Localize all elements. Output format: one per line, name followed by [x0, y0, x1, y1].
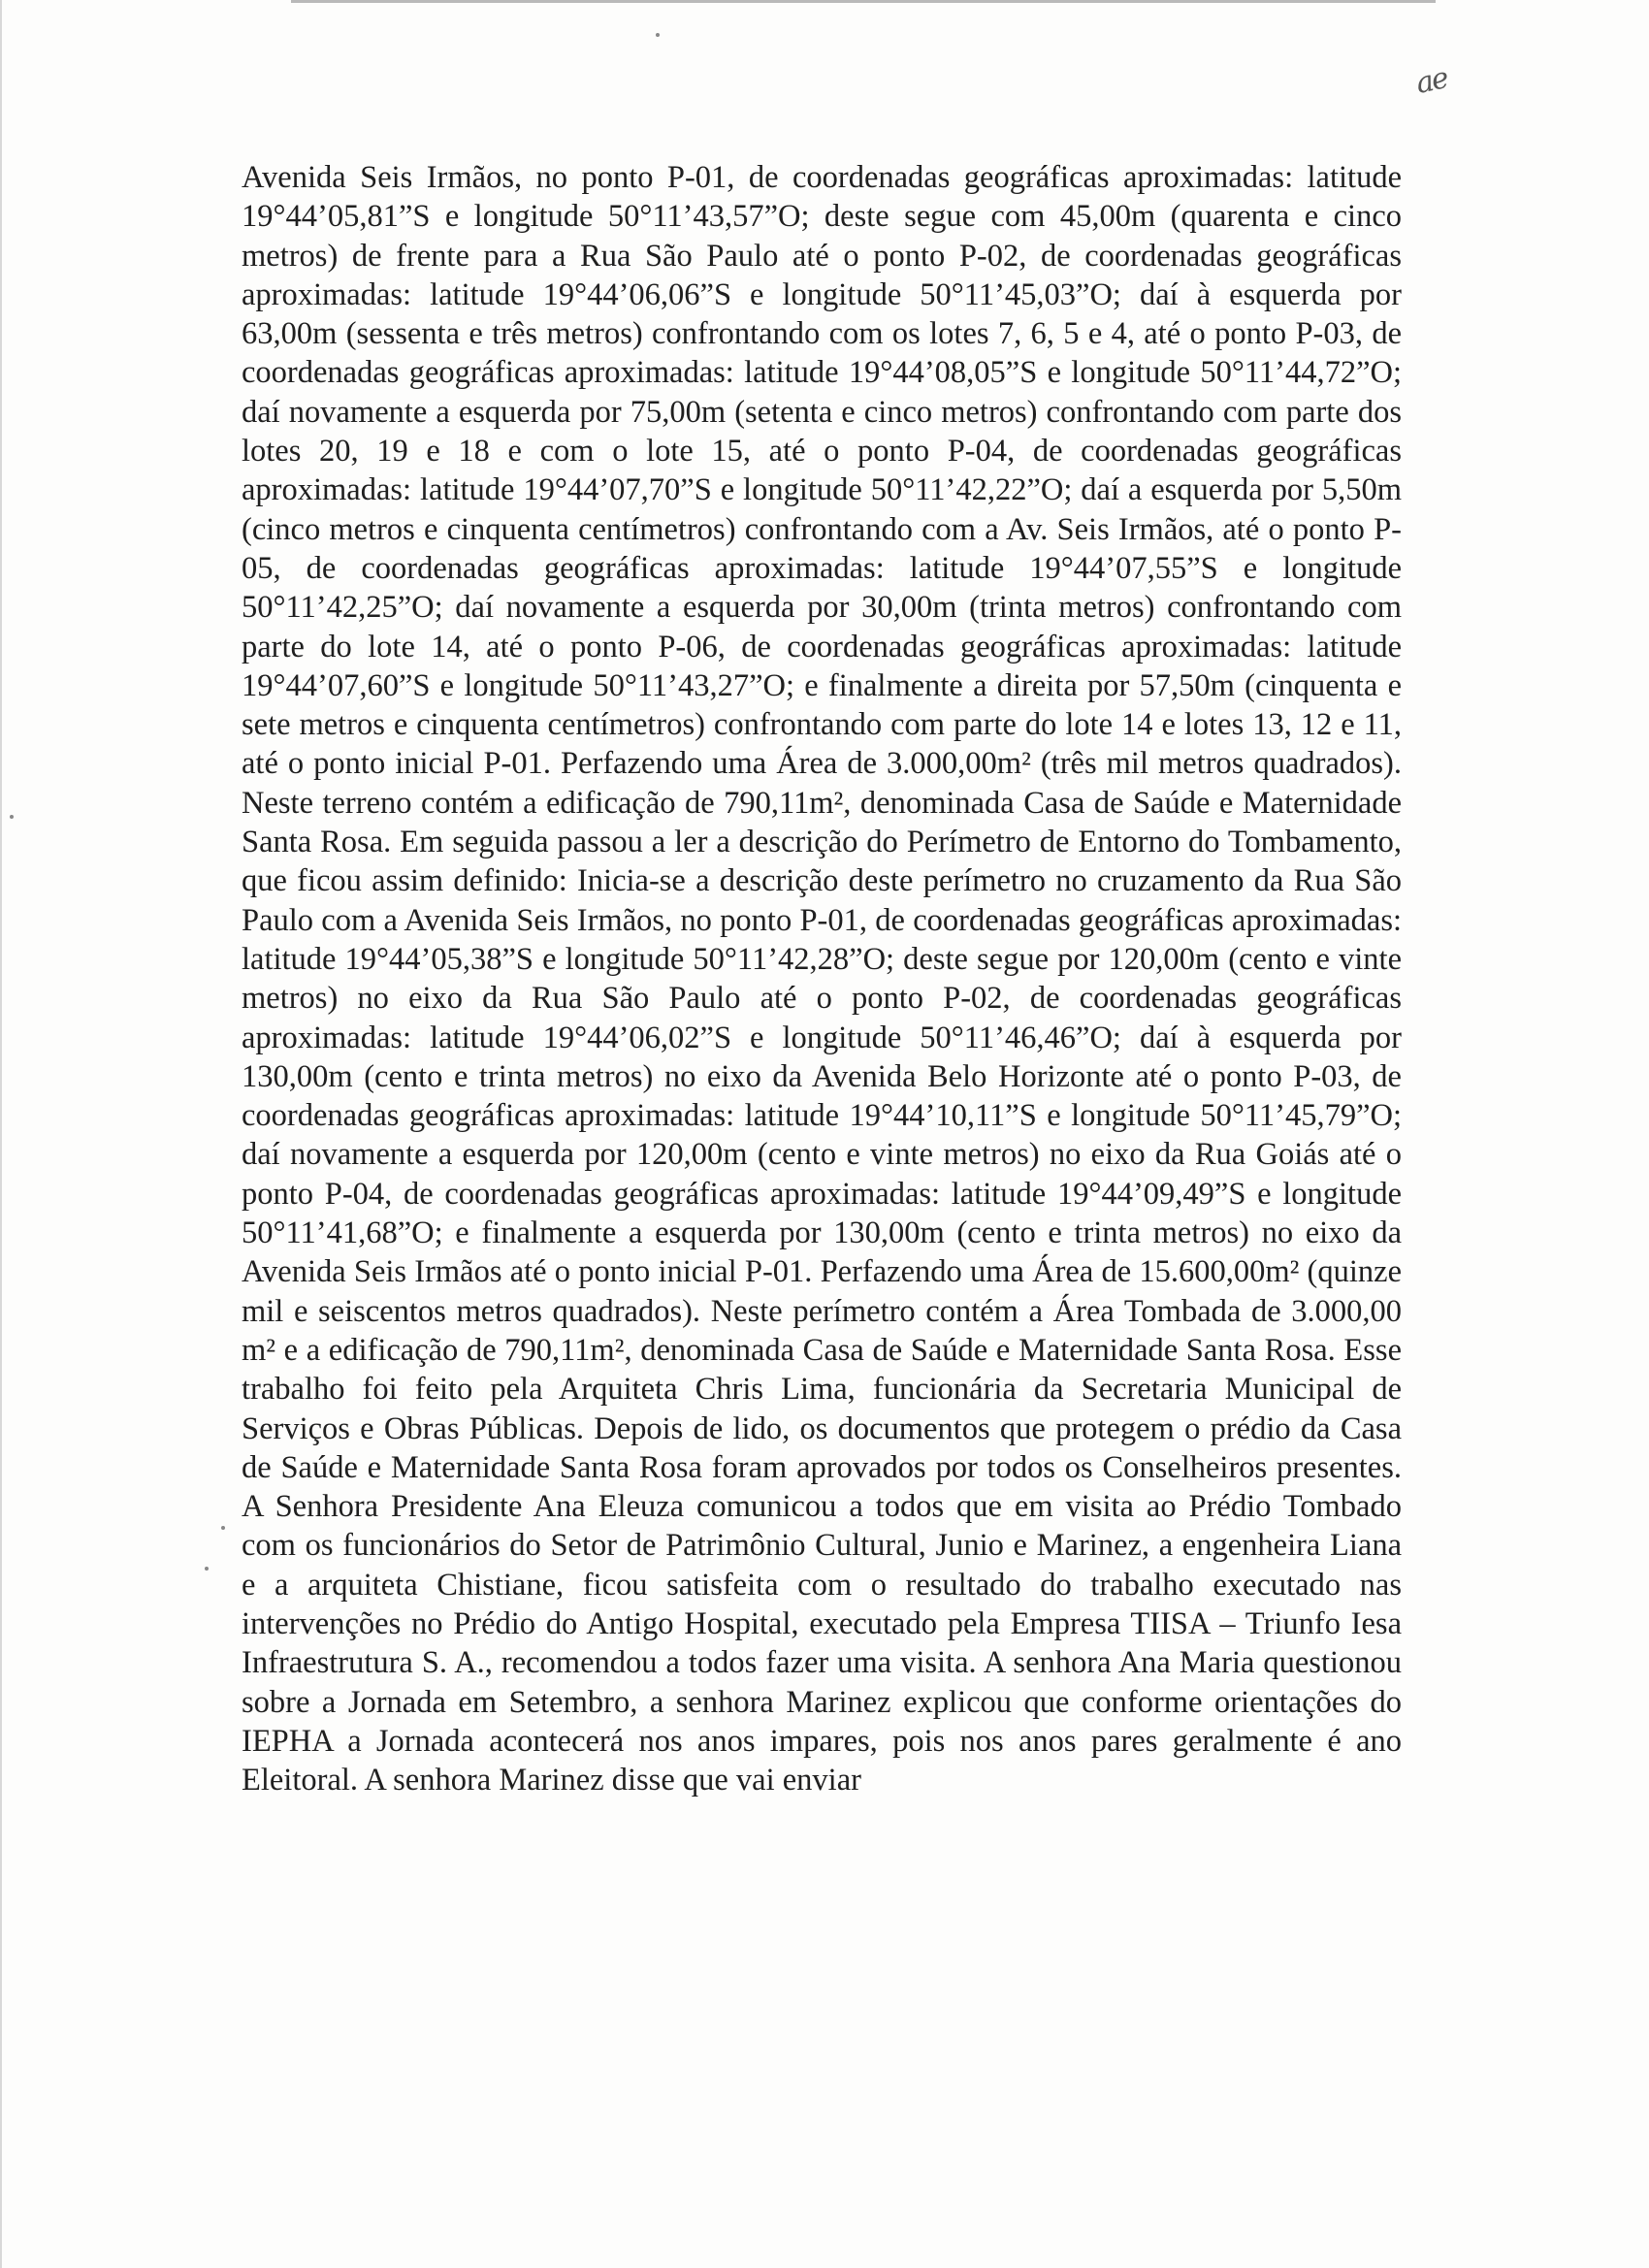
scan-left-edge [0, 0, 2, 2268]
scan-speck [221, 1526, 225, 1530]
handwritten-initials: ae [1412, 61, 1450, 101]
scan-speck [205, 1567, 209, 1571]
scan-speck [656, 33, 660, 37]
body-paragraph: Avenida Seis Irmãos, no ponto P-01, de coordenadas geográficas aproximadas: latitude 19°44’05,81”S e longitude 50°11’43,57”O; deste segue com 45,00m (quarenta e cinco metros) de frente para a Rua São Paulo até o ponto P-02, de coordenadas geográficas aproximadas: latitude 19°44’06,06”S e longitude 50°11’45,03”O; daí à esquerda por 63,00m (sessenta e três metros) confrontando com os lotes 7, 6, 5 e 4, até o ponto P-03, de coordenadas geográficas aproximadas: latitude 19°44’08,05”S e longitude 50°11’44,72”O; daí novamente a esquerda por 75,00m (setenta e cinco metros) confrontando com parte dos lotes 20, 19 e 18 e com o lote 15, até o ponto P-04, de coordenadas geográficas aproximadas: latitude 19°44’07,70”S e longitude 50°11’42,22”O; daí a esquerda por 5,50m (cinco metros e cinquenta centímetros) confrontando com a Av. Seis Irmãos, até o ponto P-05, de coordenadas geográficas aproximadas: latitude 19°44’07,55”S e longitude 50°11’42,25”O; daí novamente a esquerda por 30,00m (trinta metros) confrontando com parte do lote 14, até o ponto P-06, de coordenadas geográficas aproximadas: latitude 19°44’07,60”S e longitude 50°11’43,27”O; e finalmente a direita por 57,50m (cinquenta e sete metros e cinquenta centímetros) confrontando com parte do lote 14 e lotes 13, 12 e 11, até o ponto inicial P-01. Perfazendo uma Área de 3.000,00m² (três mil metros quadrados). Neste terreno contém a edificação de 790,11m², denominada Casa de Saúde e Maternidade Santa Rosa. Em seguida passou a ler a descrição do Perímetro de Entorno do Tombamento, que ficou assim definido: Inicia-se a descrição deste perímetro no cruzamento da Rua São Paulo com a Avenida Seis Irmãos, no ponto P-01, de coordenadas geográficas aproximadas: latitude 19°44’05,38”S e longitude 50°11’42,28”O; deste segue por 120,00m (cento e vinte metros) no eixo da Rua São Paulo até o ponto P-02, de coordenadas geográficas aproximadas: latitude 19°44’06,02”S e longitude 50°11’46,46”O; daí à esquerda por 130,00m (cento e trinta metros) no eixo da Avenida Belo Horizonte até o ponto P-03, de coordenadas geográficas aproximadas: latitude 19°44’10,11”S e longitude 50°11’45,79”O; daí novamente a esquerda por 120,00m (cento e vinte metros) no eixo da Rua Goiás até o ponto P-04, de coordenadas geográficas aproximadas: latitude 19°44’09,49”S e longitude 50°11’41,68”O; e finalmente a esquerda por 130,00m (cento e trinta metros) no eixo da Avenida Seis Irmãos até o ponto inicial P-01. Perfazendo uma Área de 15.600,00m² (quinze mil e seiscentos metros quadrados). Neste perímetro contém a Área Tombada de 3.000,00 m² e a edificação de 790,11m², denominada Casa de Saúde e Maternidade Santa Rosa. Esse trabalho foi feito pela Arquiteta Chris Lima, funcionária da Secretaria Municipal de Serviços e Obras Públicas. Depois de lido, os documentos que protegem o prédio da Casa de Saúde e Maternidade Santa Rosa foram aprovados por todos os Conselheiros presentes. A Senhora Presidente Ana Eleuza comunicou a todos que em visita ao Prédio Tombado com os funcionários do Setor de Patrimônio Cultural, Junio e Marinez, a engenheira Liana e a arquiteta Chistiane, ficou satisfeita com o resultado do trabalho executado nas intervenções no Prédio do Antigo Hospital, executado pela Empresa TIISA – Triunfo Iesa Infraestrutura S. A., recomendou a todos fazer uma visita. A senhora Ana Maria questionou sobre a Jornada em Setembro, a senhora Marinez explicou que conforme orientações do IEPHA a Jornada acontecerá nos anos impares, pois nos anos pares geralmente é ano Eleitoral. A senhora Marinez disse que vai enviar [242, 160, 1402, 1798]
scan-speck [10, 815, 14, 819]
scan-top-edge [291, 0, 1436, 3]
